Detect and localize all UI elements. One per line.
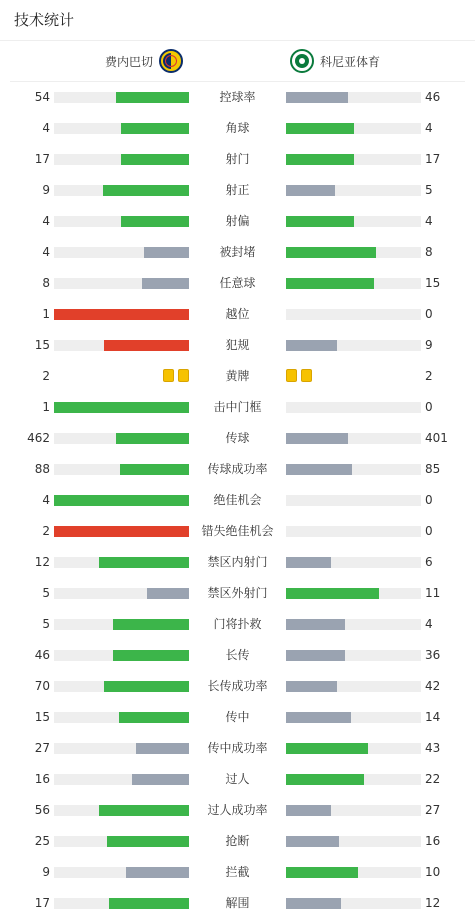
stat-row — [0, 485, 475, 516]
page-title: 技术统计 — [14, 11, 75, 29]
home-bar-track — [54, 588, 189, 599]
away-bar-track — [286, 154, 421, 165]
home-yellow-cards — [163, 369, 189, 382]
home-bar-fill — [54, 309, 189, 320]
stat-home-value: 27 — [34, 741, 50, 755]
stat-home-value: 4 — [42, 214, 50, 228]
away-bar-fill — [286, 123, 354, 134]
home-bar-fill — [54, 495, 189, 506]
yellow-card-icon — [163, 369, 174, 382]
home-bar-fill — [113, 619, 189, 630]
stat-home-value: 5 — [42, 586, 50, 600]
stat-home-value: 17 — [34, 152, 50, 166]
home-bar-fill — [99, 805, 189, 816]
stat-away-value: 0 — [425, 493, 433, 507]
stat-away-value: 0 — [425, 400, 433, 414]
home-bar-track — [54, 464, 189, 475]
home-bar-fill — [54, 526, 189, 537]
away-bar-track — [286, 836, 421, 847]
away-bar-track — [286, 185, 421, 196]
stat-home-value: 9 — [42, 183, 50, 197]
away-bar-fill — [286, 464, 352, 475]
home-team[interactable] — [105, 41, 183, 81]
away-bar-fill — [286, 836, 339, 847]
stat-home-value: 462 — [27, 431, 50, 445]
stat-label: 射偏 — [225, 214, 250, 228]
away-bar-fill — [286, 619, 345, 630]
away-bar-track — [286, 681, 421, 692]
home-bar-fill — [109, 898, 189, 909]
stat-row — [0, 175, 475, 206]
stat-home-value: 1 — [42, 307, 50, 321]
stat-home-value: 46 — [34, 648, 50, 662]
away-team-logo-icon — [290, 49, 314, 73]
home-bar-track — [54, 867, 189, 878]
stat-away-value: 43 — [425, 741, 441, 755]
away-bar-track — [286, 805, 421, 816]
away-bar-track — [286, 898, 421, 909]
stat-label: 错失绝佳机会 — [201, 524, 274, 538]
stat-home-value: 88 — [34, 462, 50, 476]
stat-away-value: 2 — [425, 369, 433, 383]
home-bar-fill — [121, 216, 189, 227]
away-bar-fill — [286, 340, 337, 351]
home-bar-fill — [116, 92, 189, 103]
home-bar-track — [54, 774, 189, 785]
stat-away-value: 8 — [425, 245, 433, 259]
stat-row — [0, 206, 475, 237]
stat-label: 角球 — [225, 121, 250, 135]
stat-row — [0, 268, 475, 299]
home-bar-track — [54, 805, 189, 816]
home-bar-track — [54, 495, 189, 506]
stat-row — [0, 516, 475, 547]
home-bar-fill — [103, 185, 189, 196]
stat-label: 传球 — [225, 431, 250, 445]
home-bar-track — [54, 309, 189, 320]
stat-away-value: 11 — [425, 586, 441, 600]
home-bar-track — [54, 619, 189, 630]
stat-away-value: 85 — [425, 462, 441, 476]
teams-header — [10, 41, 465, 82]
stat-away-value: 6 — [425, 555, 433, 569]
away-bar-fill — [286, 247, 376, 258]
stat-label: 长传 — [225, 648, 250, 662]
away-bar-fill — [286, 216, 354, 227]
stat-row — [0, 578, 475, 609]
stat-away-value: 4 — [425, 617, 433, 631]
stat-row — [0, 361, 475, 392]
home-bar-track — [54, 526, 189, 537]
home-bar-fill — [147, 588, 189, 599]
away-bar-fill — [286, 185, 335, 196]
stat-label: 射正 — [225, 183, 250, 197]
home-bar-track — [54, 247, 189, 258]
stat-away-value: 12 — [425, 896, 441, 910]
stat-row — [0, 671, 475, 702]
away-bar-track — [286, 557, 421, 568]
stat-label: 击中门框 — [213, 400, 262, 414]
stat-away-value: 4 — [425, 214, 433, 228]
away-bar-track — [286, 402, 421, 413]
home-team-name: 费内巴切 — [104, 54, 153, 69]
home-bar-track — [54, 340, 189, 351]
stat-home-value: 15 — [34, 338, 50, 352]
stat-row — [0, 888, 475, 919]
stat-row — [0, 330, 475, 361]
stat-label: 射门 — [225, 152, 250, 166]
stat-row — [0, 82, 475, 113]
stat-label: 绝佳机会 — [213, 493, 262, 507]
away-bar-track — [286, 712, 421, 723]
away-bar-track — [286, 495, 421, 506]
stat-label: 拦截 — [225, 865, 250, 879]
away-bar-fill — [286, 650, 345, 661]
home-bar-track — [54, 743, 189, 754]
stat-home-value: 54 — [34, 90, 50, 104]
home-bar-fill — [113, 650, 189, 661]
away-bar-track — [286, 526, 421, 537]
stat-row — [0, 454, 475, 485]
away-yellow-cards — [286, 369, 312, 382]
stat-label: 越位 — [225, 307, 250, 321]
home-bar-track — [54, 836, 189, 847]
away-bar-track — [286, 619, 421, 630]
stat-label: 传中成功率 — [207, 741, 268, 755]
stat-away-value: 5 — [425, 183, 433, 197]
stat-away-value: 4 — [425, 121, 433, 135]
stat-row — [0, 764, 475, 795]
stat-home-value: 17 — [34, 896, 50, 910]
away-bar-track — [286, 340, 421, 351]
stat-row — [0, 609, 475, 640]
home-bar-fill — [121, 154, 189, 165]
stat-home-value: 2 — [42, 369, 50, 383]
stat-row — [0, 144, 475, 175]
home-bar-track — [54, 433, 189, 444]
away-bar-fill — [286, 154, 354, 165]
stat-away-value: 9 — [425, 338, 433, 352]
away-bar-fill — [286, 588, 379, 599]
yellow-card-icon — [178, 369, 189, 382]
home-bar-fill — [107, 836, 189, 847]
stat-home-value: 56 — [34, 803, 50, 817]
stat-row — [0, 857, 475, 888]
away-bar-track — [286, 216, 421, 227]
away-team-name: 科尼亚体育 — [320, 54, 381, 69]
stat-away-value: 36 — [425, 648, 441, 662]
stat-label: 过人 — [225, 772, 250, 786]
away-bar-track — [286, 92, 421, 103]
stat-row — [0, 640, 475, 671]
away-bar-track — [286, 123, 421, 134]
home-bar-track — [54, 712, 189, 723]
stat-row — [0, 547, 475, 578]
stat-away-value: 10 — [425, 865, 441, 879]
stat-home-value: 70 — [34, 679, 50, 693]
stat-label: 禁区内射门 — [207, 555, 268, 569]
stat-row — [0, 113, 475, 144]
stat-home-value: 15 — [34, 710, 50, 724]
stat-label: 黄牌 — [225, 369, 250, 383]
stat-label: 控球率 — [219, 90, 256, 104]
stat-away-value: 15 — [425, 276, 441, 290]
away-bar-track — [286, 247, 421, 258]
home-bar-fill — [142, 278, 189, 289]
stat-row — [0, 826, 475, 857]
stat-away-value: 16 — [425, 834, 441, 848]
stat-label: 过人成功率 — [207, 803, 268, 817]
away-bar-fill — [286, 898, 341, 909]
stat-home-value: 4 — [42, 121, 50, 135]
away-bar-fill — [286, 712, 351, 723]
away-bar-track — [286, 278, 421, 289]
away-bar-fill — [286, 681, 337, 692]
away-bar-track — [286, 867, 421, 878]
home-bar-fill — [136, 743, 189, 754]
stat-home-value: 16 — [34, 772, 50, 786]
away-bar-fill — [286, 557, 331, 568]
stat-label: 解围 — [225, 896, 250, 910]
stat-row — [0, 423, 475, 454]
home-bar-track — [54, 898, 189, 909]
stat-home-value: 9 — [42, 865, 50, 879]
home-bar-fill — [121, 123, 189, 134]
away-bar-fill — [286, 867, 358, 878]
stat-row — [0, 795, 475, 826]
home-bar-fill — [132, 774, 189, 785]
away-bar-track — [286, 433, 421, 444]
stats-list — [0, 82, 475, 919]
yellow-card-icon — [301, 369, 312, 382]
away-bar-track — [286, 743, 421, 754]
stat-label: 长传成功率 — [207, 679, 268, 693]
stat-row — [0, 733, 475, 764]
stat-home-value: 4 — [42, 493, 50, 507]
home-bar-track — [54, 154, 189, 165]
stat-home-value: 1 — [42, 400, 50, 414]
home-bar-track — [54, 216, 189, 227]
stat-away-value: 42 — [425, 679, 441, 693]
stat-label: 任意球 — [219, 276, 256, 290]
stat-row — [0, 702, 475, 733]
stat-away-value: 0 — [425, 524, 433, 538]
home-bar-fill — [104, 340, 189, 351]
home-bar-fill — [120, 464, 189, 475]
home-bar-track — [54, 681, 189, 692]
stat-home-value: 4 — [42, 245, 50, 259]
stat-label: 被封堵 — [219, 245, 256, 259]
stat-home-value: 5 — [42, 617, 50, 631]
home-team-logo-icon — [159, 49, 183, 73]
home-bar-track — [54, 278, 189, 289]
home-bar-track — [54, 402, 189, 413]
stat-row — [0, 299, 475, 330]
home-bar-fill — [104, 681, 189, 692]
stat-home-value: 12 — [34, 555, 50, 569]
stat-row — [0, 237, 475, 268]
away-bar-fill — [286, 433, 348, 444]
home-bar-track — [54, 123, 189, 134]
stat-away-value: 401 — [425, 431, 448, 445]
stat-away-value: 17 — [425, 152, 441, 166]
away-bar-track — [286, 650, 421, 661]
home-bar-fill — [99, 557, 189, 568]
away-bar-track — [286, 774, 421, 785]
stat-row — [0, 392, 475, 423]
stat-away-value: 22 — [425, 772, 441, 786]
stat-home-value: 8 — [42, 276, 50, 290]
away-bar-fill — [286, 743, 368, 754]
stat-away-value: 14 — [425, 710, 441, 724]
home-bar-track — [54, 557, 189, 568]
home-bar-track — [54, 650, 189, 661]
stat-label: 犯规 — [225, 338, 250, 352]
away-bar-fill — [286, 774, 364, 785]
stat-label: 抢断 — [225, 834, 250, 848]
home-bar-fill — [119, 712, 189, 723]
stat-away-value: 46 — [425, 90, 441, 104]
stat-label: 传球成功率 — [207, 462, 268, 476]
home-bar-fill — [126, 867, 189, 878]
stat-label: 传中 — [225, 710, 250, 724]
home-bar-fill — [54, 402, 189, 413]
stat-home-value: 2 — [42, 524, 50, 538]
away-bar-fill — [286, 278, 374, 289]
stat-away-value: 27 — [425, 803, 441, 817]
stat-label: 门将扑救 — [213, 617, 262, 631]
home-bar-track — [54, 185, 189, 196]
stat-label: 禁区外射门 — [207, 586, 268, 600]
away-bar-fill — [286, 805, 331, 816]
stat-home-value: 25 — [34, 834, 50, 848]
away-team[interactable] — [290, 41, 380, 81]
home-bar-fill — [144, 247, 189, 258]
home-bar-fill — [116, 433, 189, 444]
yellow-card-icon — [286, 369, 297, 382]
stat-away-value: 0 — [425, 307, 433, 321]
away-bar-track — [286, 588, 421, 599]
away-bar-fill — [286, 92, 348, 103]
home-bar-track — [54, 92, 189, 103]
away-bar-track — [286, 309, 421, 320]
away-bar-track — [286, 464, 421, 475]
